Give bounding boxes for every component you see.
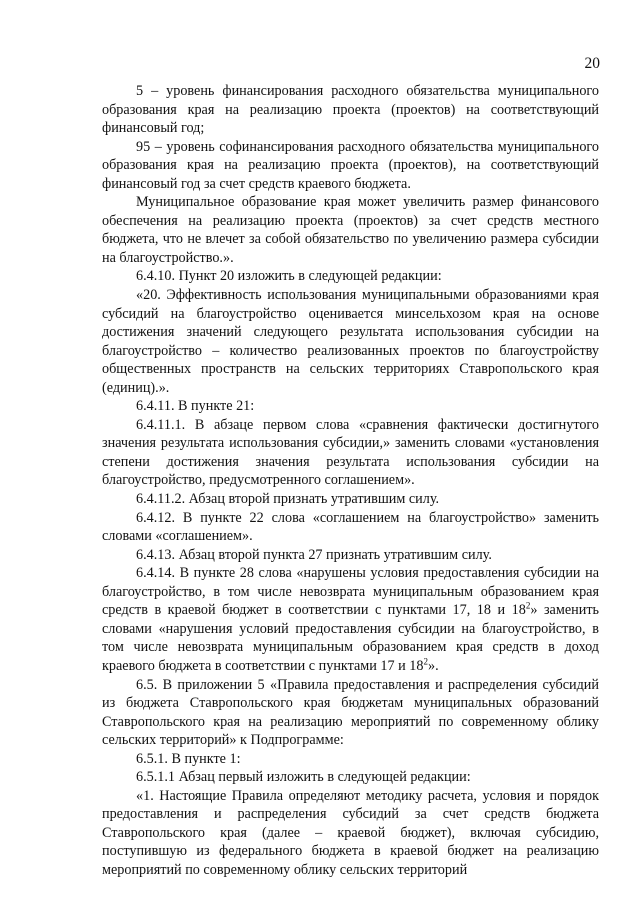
paragraph: 5 – уровень финансирования расходного обязательства муниципального образования края на реализацию проекта (проектов) на соответствующий финансовый год;: [102, 83, 599, 137]
paragraph: 6.4.11.2. Абзац второй признать утратившим силу.: [136, 491, 440, 508]
document-body: [102, 82, 599, 880]
paragraph: 6.4.12. В пункте 22 слова «соглашением на благоустройство» заменить словами «соглашением».: [102, 509, 599, 545]
paragraph: Муниципальное образование края может увеличить размер финансового обеспечения на реализацию проекта (проектов) за счет средств местного бюджета, что не влечет за собой обязательство по увеличению размера субсидии на благоустройство.».: [102, 194, 599, 266]
paragraph: 6.5.1. В пункте 1:: [136, 750, 241, 767]
superscript: 2: [525, 600, 531, 611]
paragraph: 6.4.11. В пункте 21:: [136, 398, 255, 415]
superscript: 2: [423, 656, 428, 667]
paragraph: «20. Эффективность использования муниципальными образованиями края субсидий на благоустройство оценивается минсельхозом края на основе достижения значений следующего результата использования субсидии на благоустройство – количество реализованных проектов по благоустройству общественных пространств на сельских территориях Ставропольского края (единиц).».: [102, 287, 599, 396]
paragraph: «1. Настоящие Правила определяют методику расчета, условия и порядок предоставления и распределения субсидий за счет средств бюджета Ставропольского края (далее – краевой бюджет), включая субсидию, поступившую из федерального бюджета в краевой бюджет на реализацию мероприятий по современному облику сельских территорий: [102, 787, 599, 878]
paragraph: 6.5. В приложении 5 «Правила предоставления и распределения субсидий из бюджета Ставропольского края бюджетам муниципальных образований Ставропольского края на реализацию мероприятий по современному облику сельских территорий» к Подпрограмме:: [102, 676, 599, 749]
paragraph: 6.4.11.1. В абзаце первом слова «сравнения фактически достигнутого значения результата использования субсидии,» заменить словами «установления степени достижения значения результата использования субсидии на благоустройство, предусмотренного соглашением».: [102, 416, 599, 489]
paragraph: 6.5.1.1 Абзац первый изложить в следующей редакции:: [136, 769, 471, 786]
page-number: 20: [584, 55, 600, 72]
paragraph: 95 – уровень софинансирования расходного обязательства муниципального образования края на реализацию проекта (проектов), на соответствующий финансовый год за счет средств краевого бюджета.: [102, 138, 599, 192]
paragraph: 6.4.14. В пункте 28 слова «нарушены условия предоставления субсидии на благоустройство, в том числе невозврата муниципальным образованием края средств в краевой бюджет в соответствии с пунктами 17, 18 и $18^2$» заменить словами «нарушения условий предоставления субсидии на благоустройство, в том числе невозврата муниципальным образованием края средств в доход краевого бюджета в соответствии с пунктами 17 и $18^2$».: [102, 565, 599, 674]
paragraph: 6.4.13. Абзац второй пункта 27 признать утратившим силу.: [136, 546, 492, 563]
paragraph: 6.4.10. Пункт 20 изложить в следующей редакции:: [136, 268, 442, 285]
